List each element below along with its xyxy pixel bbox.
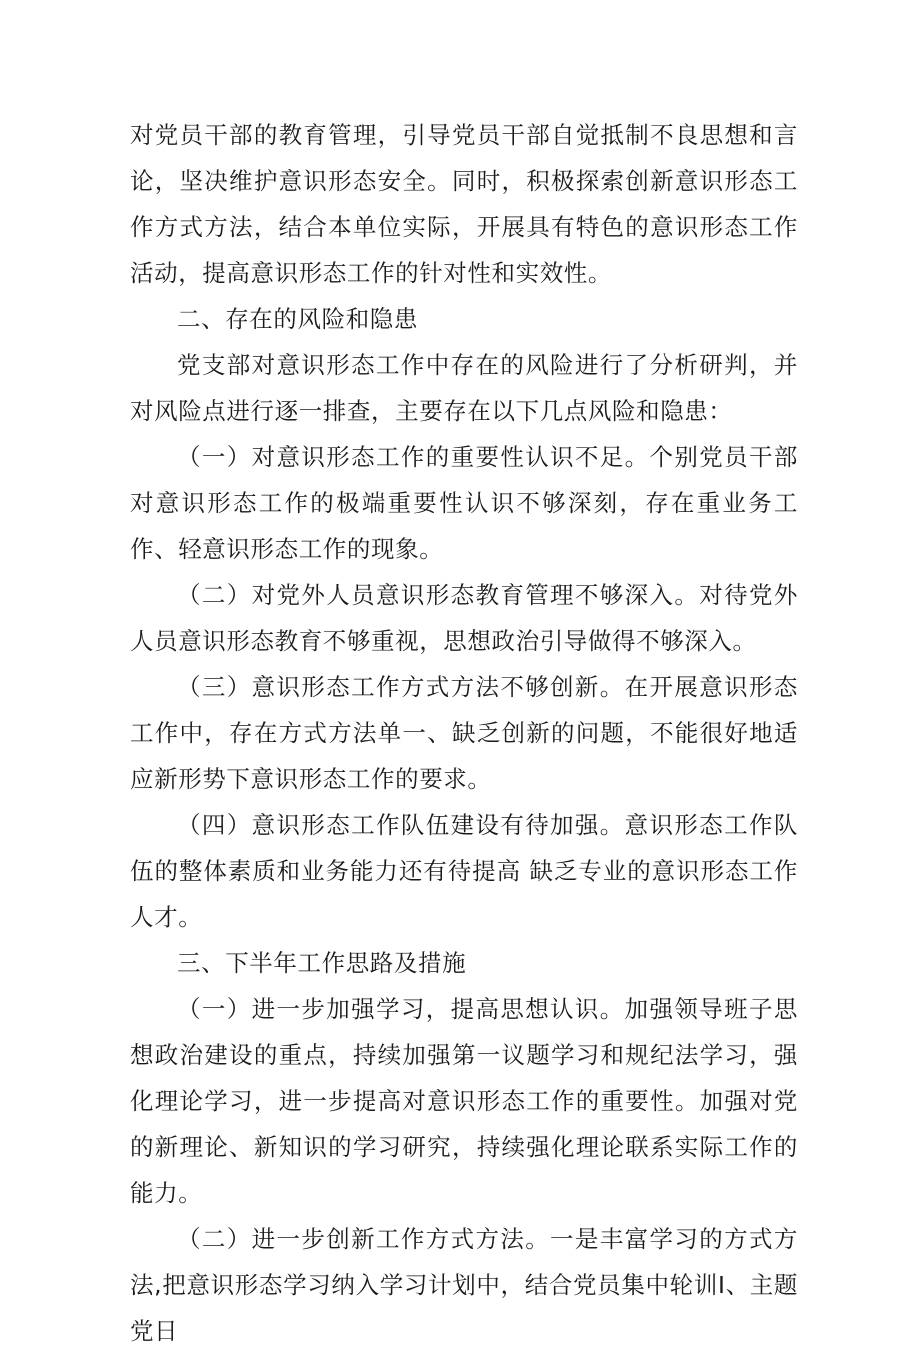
body-paragraph-risk-intro: 党支部对意识形态工作中存在的风险进行了分析研判，并对风险点进行逐一排查，主要存在以下几点风险和隐患： xyxy=(130,351,798,425)
risk-item-1: （一）对意识形态工作的重要性认识不足。个别党员干部对意识形态工作的极端重要性认识不够深刻，存在重业务工作、轻意识形态工作的现象。 xyxy=(130,443,798,563)
plan-item-1: （一）进一步加强学习，提高思想认识。加强领导班子思想政治建设的重点，持续加强第一议题学习和规纪法学习，强化理论学习，进一步提高对意识形态工作的重要性。加强对党的新理论、新知识的学习研究，持续强化理论联系实际工作的能力。 xyxy=(130,995,798,1207)
plan-item-2: （二）进一步创新工作方式方法。一是丰富学习的方式方法,把意识形态学习纳入学习计划中，结合党员集中轮训I、主题党日 xyxy=(130,1225,798,1345)
risk-item-4: （四）意识形态工作队伍建设有待加强。意识形态工作队伍的整体素质和业务能力还有待提高 缺乏专业的意识形态工作人才。 xyxy=(130,811,798,931)
document-body xyxy=(130,112,798,1354)
body-paragraph-continuation: 对党员干部的教育管理，引导党员干部自觉抵制不良思想和言论，坚决维护意识形态安全。同时，积极探索创新意识形态工作方式方法，结合本单位实际，开展具有特色的意识形态工作活动，提高意识形态工作的针对性和实效性。 xyxy=(130,121,798,287)
risk-item-3: （三）意识形态工作方式方法不够创新。在开展意识形态工作中，存在方式方法单一、缺乏创新的问题，不能很好地适应新形势下意识形态工作的要求。 xyxy=(130,673,798,793)
section-heading-risks: 二、存在的风险和隐患 xyxy=(177,305,418,333)
risk-item-2: （二）对党外人员意识形态教育管理不够深入。对待党外人员意识形态教育不够重视，思想政治引导做得不够深入。 xyxy=(130,581,798,655)
section-heading-plans: 三、下半年工作思路及措施 xyxy=(177,949,467,977)
